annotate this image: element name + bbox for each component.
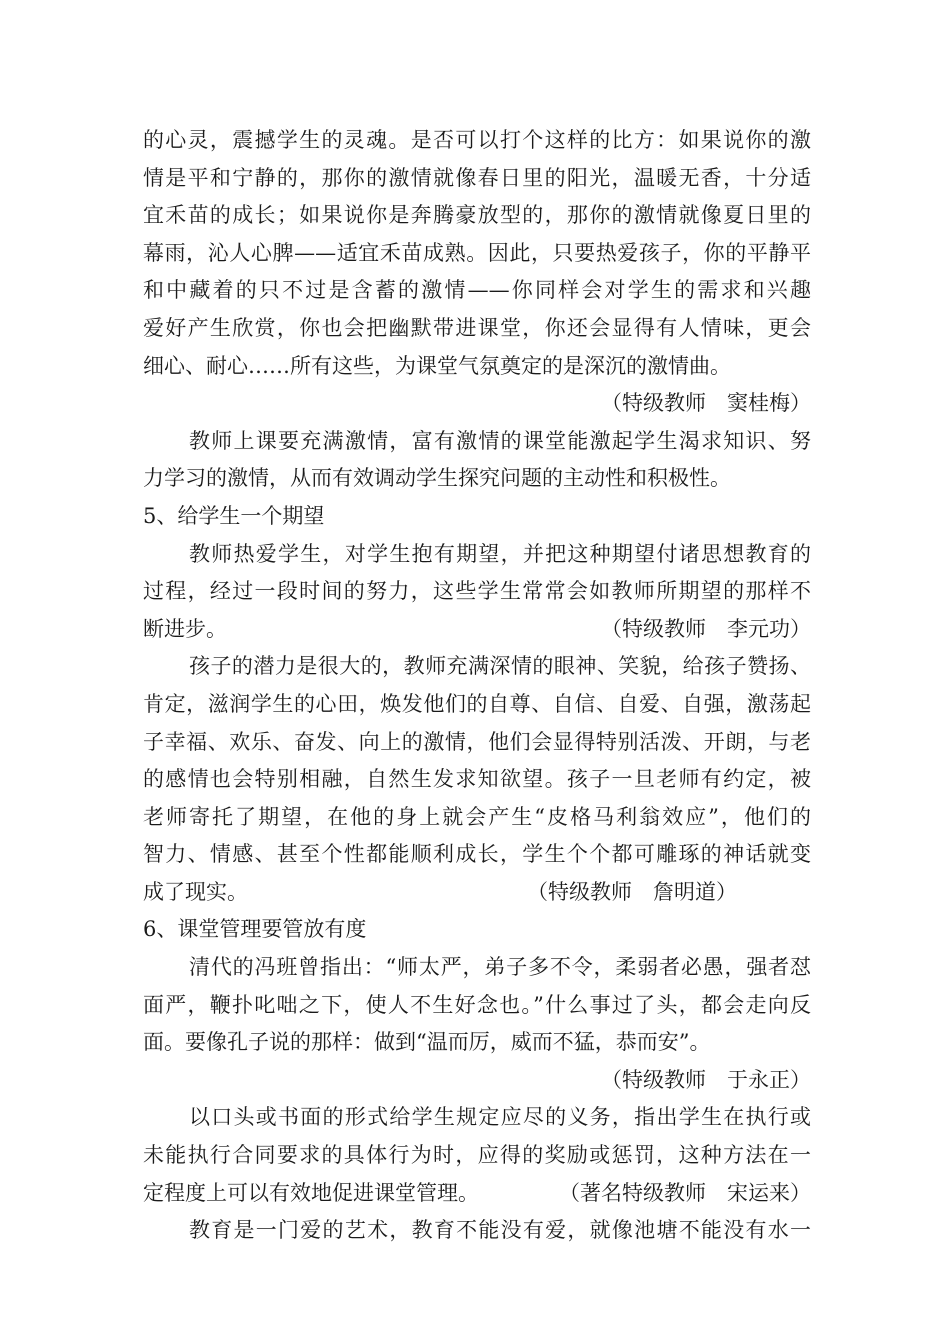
attribution-line: （特级教师 于永正） bbox=[601, 1067, 811, 1092]
section-heading: 6、课堂管理要管放有度 bbox=[143, 917, 367, 942]
paragraph-first-line: 教师上课要充满激情，富有激情的课堂能激起学生渴求知识、努 bbox=[189, 428, 811, 453]
attribution: （著名特级教师 宋运来） bbox=[559, 1180, 811, 1205]
text-line: 细心、耐心……所有这些，为课堂气氛奠定的是深沉的激情曲。 bbox=[143, 353, 731, 378]
paragraph-first-line: 以口头或书面的形式给学生规定应尽的义务，指出学生在执行或 bbox=[189, 1105, 811, 1130]
text-line-with-attribution bbox=[143, 874, 811, 912]
document-body bbox=[143, 122, 811, 1250]
text-line: 的心灵，震撼学生的灵魂。是否可以打个这样的比方：如果说你的激 bbox=[143, 128, 811, 152]
text-line: 宜禾苗的成长；如果说你是奔腾豪放型的，那你的激情就像夏日里的 bbox=[143, 203, 811, 228]
text-line: 过程，经过一段时间的努力，这些学生常常会如教师所期望的那样不 bbox=[143, 579, 811, 604]
attribution: （特级教师 李元功） bbox=[601, 616, 811, 641]
text-line-fragment: 定程度上可以有效地促进课堂管理。 bbox=[143, 1180, 479, 1205]
text-line: 幕雨，沁人心脾——适宜禾苗成熟。因此，只要热爱孩子，你的平静平 bbox=[143, 240, 811, 265]
text-line: 情是平和宁静的，那你的激情就像春日里的阳光，温暖无香，十分适 bbox=[143, 165, 811, 190]
text-line: 子幸福、欢乐、奋发、向上的激情，他们会显得特别活泼、开朗，与老 bbox=[143, 729, 811, 754]
attribution: （特级教师 詹明道） bbox=[527, 879, 737, 904]
text-line: 未能执行合同要求的具体行为时，应得的奖励或惩罚，这种方法在一 bbox=[143, 1143, 811, 1168]
section-heading: 5、给学生一个期望 bbox=[143, 503, 325, 528]
text-line: 智力、情感、甚至个性都能顺利成长，学生个个都可雕琢的神话就变 bbox=[143, 842, 811, 867]
paragraph-first-line: 教师热爱学生，对学生抱有期望，并把这种期望付诸思想教育的 bbox=[189, 541, 811, 566]
text-line: 面严，鞭扑叱咄之下，使人不生好念也。”什么事过了头，都会走向反 bbox=[143, 992, 811, 1017]
text-line: 肯定，滋润学生的心田，焕发他们的自尊、自信、自爱、自强，激荡起 bbox=[143, 691, 811, 716]
text-line-fragment: 断进步。 bbox=[143, 616, 227, 641]
paragraph-first-line: 教育是一门爱的艺术，教育不能没有爱，就像池塘不能没有水一 bbox=[189, 1218, 811, 1243]
text-line: 和中藏着的只不过是含蓄的激情——你同样会对学生的需求和兴趣 bbox=[143, 278, 811, 303]
text-line: 老师寄托了期望，在他的身上就会产生“皮格马利翁效应”，他们的 bbox=[143, 804, 811, 829]
text-line-with-attribution bbox=[143, 611, 811, 649]
text-line: 爱好产生欣赏，你也会把幽默带进课堂，你还会显得有人情味，更会 bbox=[143, 315, 811, 340]
attribution-line: （特级教师 窦桂梅） bbox=[601, 391, 811, 416]
text-line-with-attribution bbox=[143, 1175, 811, 1213]
paragraph-first-line: 清代的冯班曾指出：“师太严，弟子多不令，柔弱者必愚，强者怼 bbox=[189, 955, 811, 980]
text-line-fragment: 成了现实。 bbox=[143, 879, 248, 904]
text-line: 力学习的激情，从而有效调动学生探究问题的主动性和积极性。 bbox=[143, 466, 731, 491]
text-line: 的感情也会特别相融，自然生发求知欲望。孩子一旦老师有约定，被 bbox=[143, 767, 811, 792]
paragraph-first-line: 孩子的潜力是很大的，教师充满深情的眼神、笑貌，给孩子赞扬、 bbox=[189, 654, 811, 679]
text-line: 面。要像孔子说的那样：做到“温而厉，威而不猛，恭而安”。 bbox=[143, 1030, 711, 1055]
